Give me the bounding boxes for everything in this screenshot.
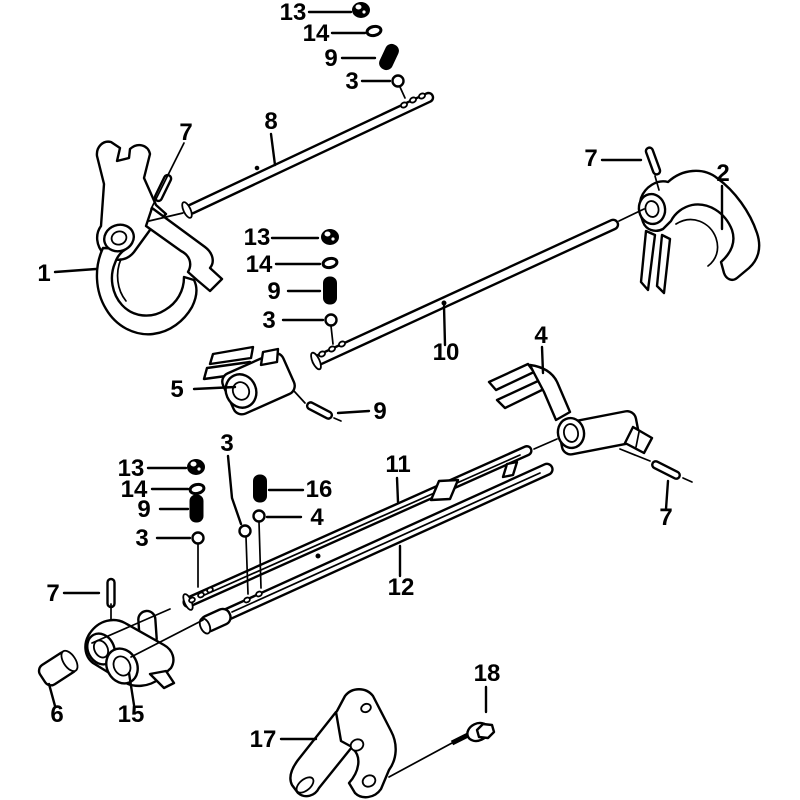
o-ring: [189, 483, 205, 495]
selector-head-5: [204, 347, 298, 417]
shift-rail-10: [309, 218, 619, 370]
axis-line: [534, 439, 557, 449]
fork-2-detail: [676, 220, 718, 266]
fork-1-crescent: [97, 248, 197, 334]
rod-10-body: [311, 218, 619, 367]
shift-rail-12: [198, 462, 555, 635]
o-ring-14-top: [366, 25, 382, 37]
ball-drop-line: [246, 537, 248, 594]
callout-7-fork4: 7: [659, 504, 673, 531]
hex-plug-highlight: [362, 10, 365, 13]
leader-line: [55, 269, 96, 272]
callout-7-block: 7: [46, 580, 60, 607]
bracket-17: [290, 689, 395, 797]
fork-2-prong: [641, 231, 655, 290]
callout-5: 5: [170, 376, 184, 403]
hex-plug-13-left: [188, 460, 205, 475]
roller-6: [36, 648, 80, 688]
callout-9-pin: 9: [373, 398, 387, 425]
axis-line: [294, 391, 305, 403]
callout-13-left: 13: [117, 455, 145, 482]
shift-rail-11: [181, 445, 532, 611]
hex-plug-highlight: [331, 237, 334, 240]
detent-spring-9-top: [378, 42, 401, 71]
hex-plug-13-top: [353, 3, 370, 18]
callout-13-top: 13: [279, 0, 307, 26]
leader-line: [338, 411, 369, 413]
hex-plug-highlight: [325, 232, 331, 237]
callout-18: 18: [473, 660, 501, 687]
bolt-18-head: [477, 724, 494, 738]
hex-plug-body: [353, 3, 370, 18]
hex-plug-13-mid: [322, 230, 339, 245]
callout-3-top: 3: [345, 68, 359, 95]
callout-10: 10: [432, 339, 460, 366]
spring-16: [254, 475, 267, 502]
assembly-axis-lines: [92, 87, 692, 657]
rod-8-dot: [255, 166, 259, 170]
ball-drop-line: [331, 326, 333, 344]
hex-plug-body: [188, 460, 205, 475]
o-ring: [366, 25, 382, 37]
callout-6: 6: [50, 701, 64, 728]
leader-line: [271, 134, 275, 165]
hex-plug-highlight: [191, 462, 197, 467]
leader-line: [228, 456, 241, 524]
shift-fork-1: [97, 142, 222, 335]
callout-7-fork2: 7: [584, 145, 598, 172]
ball-4: [254, 511, 265, 522]
callout-14-mid: 14: [245, 251, 273, 278]
callout-1: 1: [37, 260, 51, 287]
callout-11: 11: [385, 451, 411, 478]
leader-line: [151, 143, 184, 209]
rod-10-dot: [442, 301, 446, 305]
callout-3-mid: 3: [262, 307, 276, 334]
callout-8: 8: [264, 108, 278, 135]
hex-plug-highlight: [356, 5, 362, 10]
callout-7-fork1: 7: [179, 119, 193, 146]
bolt-18-shoulder: [452, 735, 468, 743]
o-ring: [322, 257, 338, 269]
leader-line: [542, 347, 543, 373]
ball-drop-line: [400, 87, 405, 98]
shift-rail-8: [180, 92, 434, 220]
rod-11-notch-flag: [431, 480, 458, 500]
fork-2-prong: [657, 235, 670, 293]
callout-2: 2: [716, 160, 730, 187]
head-5-notch: [261, 349, 278, 365]
interlock-ball-3: [240, 526, 251, 537]
rod-12-inner-line: [232, 473, 540, 612]
detent-spring-9-mid: [324, 277, 337, 304]
callout-9-top: 9: [324, 45, 338, 72]
callout-4-fork: 4: [534, 322, 548, 349]
detent-ball-3-left: [193, 533, 204, 544]
rod-12-dot: [316, 554, 320, 558]
leader-line: [397, 478, 398, 502]
callout-13-mid: 13: [243, 224, 271, 251]
bolt-18: [389, 720, 494, 777]
hex-plug-highlight: [197, 467, 200, 470]
selector-block-15: [82, 610, 174, 689]
callout-17: 17: [249, 726, 277, 753]
axis-line: [334, 418, 341, 421]
o-ring-14-left: [189, 483, 205, 495]
callout-3-interlock: 3: [220, 430, 234, 457]
callout-3-left: 3: [135, 525, 149, 552]
o-ring-14-mid: [322, 257, 338, 269]
roll-pin-7-fork2: [645, 147, 661, 176]
rod-8-body: [185, 92, 434, 216]
shift-fork-2: [636, 171, 759, 293]
roll-pin-7-fork4: [651, 460, 681, 480]
callout-14-left: 14: [120, 476, 148, 503]
callout-9-mid: 9: [267, 278, 281, 305]
fork-1-detail: [118, 259, 126, 301]
shift-fork-4: [489, 364, 652, 456]
roll-pin-7-block: [108, 579, 115, 607]
callout-4-ball: 4: [310, 504, 324, 531]
callout-12: 12: [387, 574, 415, 601]
roll-pin-9-head5: [306, 401, 333, 420]
ball-drop-line: [259, 522, 261, 588]
callout-14-top: 14: [302, 20, 330, 47]
hex-plug-body: [322, 230, 339, 245]
detent-ball-3-mid: [326, 315, 337, 326]
callout-16: 16: [305, 476, 333, 503]
callout-15: 15: [117, 701, 145, 728]
bolt-18-shank: [389, 743, 452, 777]
axis-line: [683, 478, 692, 482]
detent-spring-9-left: [190, 495, 203, 522]
detent-ball-3-top: [393, 76, 404, 87]
callout-9-left: 9: [137, 496, 151, 523]
